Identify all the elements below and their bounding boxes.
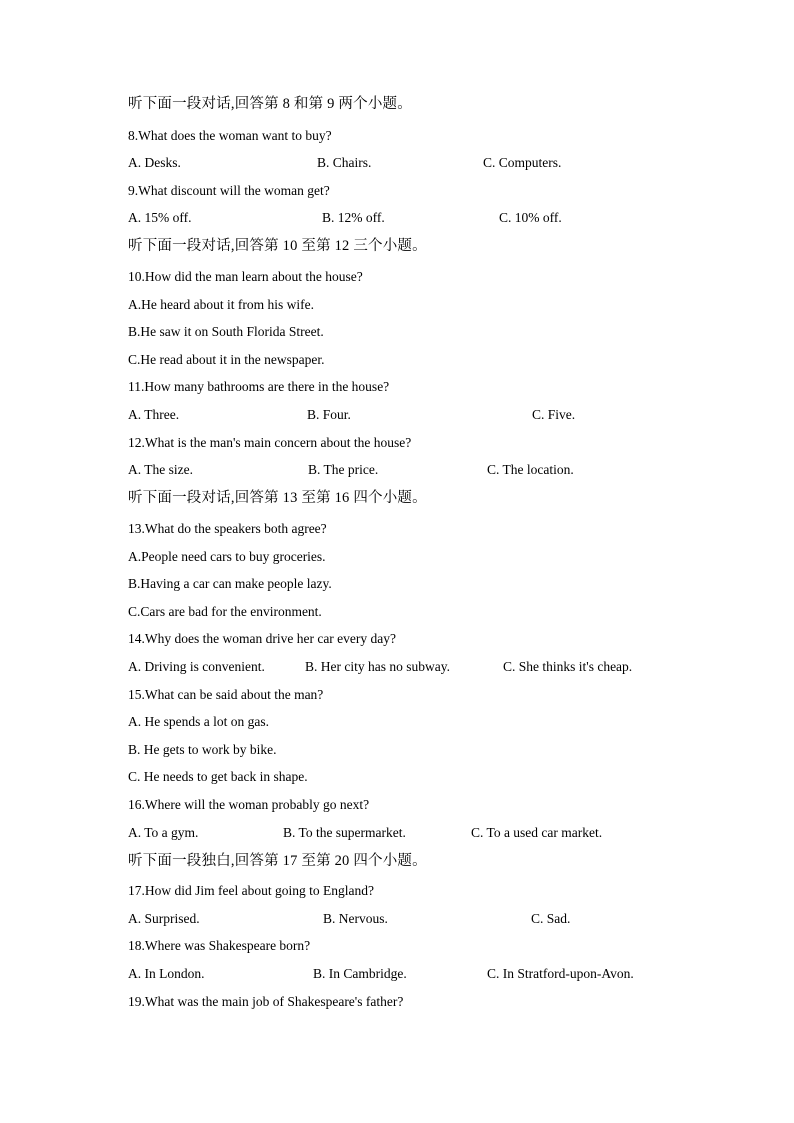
option-a: A. In London. — [128, 966, 205, 981]
option-b: B. To the supermarket. — [283, 825, 406, 840]
question-11: 11.How many bathrooms are there in the house? — [128, 379, 390, 394]
option-c: C. She thinks it's cheap. — [503, 659, 633, 674]
option-b: B. He gets to work by bike. — [128, 742, 277, 757]
question-14: 14.Why does the woman drive her car every day? — [128, 631, 397, 646]
question-16: 16.Where will the woman probably go next? — [128, 797, 370, 812]
option-c: C. He needs to get back in shape. — [128, 769, 308, 784]
question-19: 19.What was the main job of Shakespeare's father? — [128, 994, 404, 1009]
option-a: A. Three. — [128, 407, 180, 422]
option-b: B. In Cambridge. — [313, 966, 407, 981]
option-a: A. 15% off. — [128, 210, 192, 225]
option-c: C. 10% off. — [499, 210, 562, 225]
option-b: B. The price. — [308, 462, 379, 477]
option-c: C. Five. — [532, 407, 576, 422]
question-12: 12.What is the man's main concern about the house? — [128, 435, 412, 450]
option-c: C.Cars are bad for the environment. — [128, 604, 322, 619]
option-c: C. In Stratford-upon-Avon. — [487, 966, 634, 981]
section-heading: 听下面一段对话,回答第 8 和第 9 两个小题。 — [128, 96, 412, 112]
option-b: B. Four. — [307, 407, 351, 422]
option-a: A. Surprised. — [128, 911, 200, 926]
question-8: 8.What does the woman want to buy? — [128, 128, 332, 143]
option-b: B. Chairs. — [317, 155, 372, 170]
section-heading: 听下面一段对话,回答第 10 至第 12 三个小题。 — [128, 238, 427, 254]
option-a: A. The size. — [128, 462, 193, 477]
option-a: A.He heard about it from his wife. — [128, 297, 314, 312]
section-heading: 听下面一段对话,回答第 13 至第 16 四个小题。 — [128, 490, 427, 506]
question-13: 13.What do the speakers both agree? — [128, 521, 327, 536]
option-c: C. Computers. — [483, 155, 562, 170]
option-c: C. Sad. — [531, 911, 571, 926]
question-10: 10.How did the man learn about the house? — [128, 269, 363, 284]
question-18: 18.Where was Shakespeare born? — [128, 938, 311, 953]
question-15: 15.What can be said about the man? — [128, 687, 324, 702]
section-heading: 听下面一段独白,回答第 17 至第 20 四个小题。 — [128, 853, 427, 869]
option-a: A. Driving is convenient. — [128, 659, 265, 674]
option-a: A. He spends a lot on gas. — [128, 714, 269, 729]
option-a: A. To a gym. — [128, 825, 199, 840]
question-9: 9.What discount will the woman get? — [128, 183, 330, 198]
option-b: B. Her city has no subway. — [305, 659, 450, 674]
option-c: C. To a used car market. — [471, 825, 603, 840]
option-b: B. 12% off. — [322, 210, 385, 225]
option-c: C. The location. — [487, 462, 574, 477]
option-a: A.People need cars to buy groceries. — [128, 549, 326, 564]
option-c: C.He read about it in the newspaper. — [128, 352, 325, 367]
option-b: B.Having a car can make people lazy. — [128, 576, 332, 591]
option-a: A. Desks. — [128, 155, 181, 170]
question-17: 17.How did Jim feel about going to England? — [128, 883, 374, 898]
option-b: B. Nervous. — [323, 911, 388, 926]
option-b: B.He saw it on South Florida Street. — [128, 324, 324, 339]
